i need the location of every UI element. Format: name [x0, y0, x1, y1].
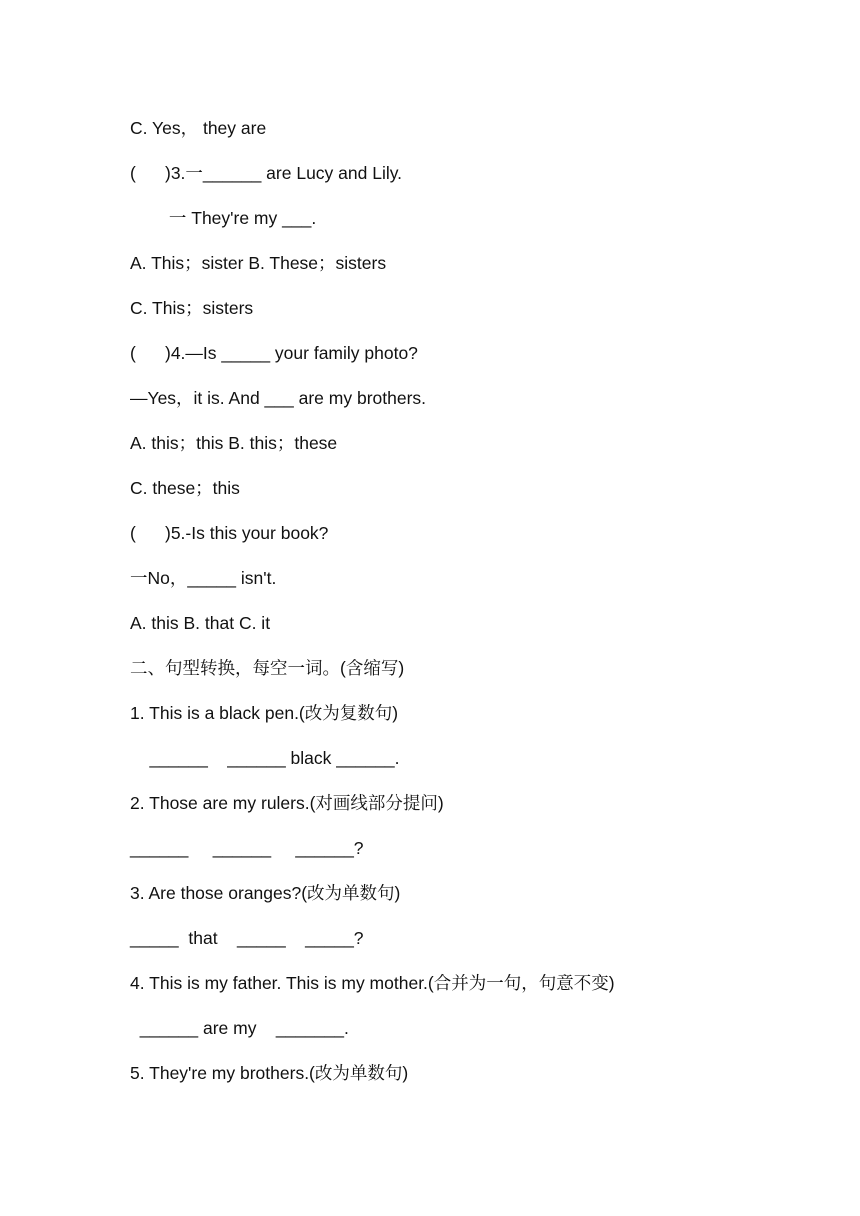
section-heading-2: 二、句型转换，每空一词。(含缩写)	[130, 658, 405, 678]
transform-item-1-blanks: ______ ______ black ______.	[130, 748, 400, 768]
option-line-q5: A. this B. that C. it	[130, 613, 271, 633]
transform-item-2: 2. Those are my rulers.(对画线部分提问)	[130, 793, 444, 813]
transform-item-3: 3. Are those oranges?(改为单数句)	[130, 883, 401, 903]
question-5-response: 一No，_____ isn't.	[130, 568, 277, 588]
transform-item-2-blanks: ______ ______ ______?	[130, 838, 364, 858]
transform-item-4-blanks: ______ are my _______.	[130, 1018, 349, 1038]
question-5: ( )5.-Is this your book?	[130, 523, 329, 543]
transform-item-1: 1. This is a black pen.(改为复数句)	[130, 703, 399, 723]
option-line-q4-c: C. these；this	[130, 478, 240, 498]
option-line-q3-ab: A. This；sister B. These；sisters	[130, 253, 387, 273]
option-line-q3-c: C. This；sisters	[130, 298, 254, 318]
transform-item-4: 4. This is my father. This is my mother.(合并为一句，句意不变)	[130, 973, 615, 993]
question-4-response: —Yes，it is. And ___ are my brothers.	[130, 388, 427, 408]
option-line-q2-c: C. Yes， they are	[130, 118, 267, 138]
transform-item-5: 5. They're my brothers.(改为单数句)	[130, 1063, 409, 1083]
question-4: ( )4.—Is _____ your family photo?	[130, 343, 418, 363]
question-3: ( )3.一______ are Lucy and Lily.	[130, 163, 403, 183]
option-line-q4-ab: A. this；this B. this；these	[130, 433, 338, 453]
transform-item-3-blanks: _____ that _____ _____?	[130, 928, 364, 948]
question-3-response: 一 They're my ___.	[130, 208, 317, 228]
